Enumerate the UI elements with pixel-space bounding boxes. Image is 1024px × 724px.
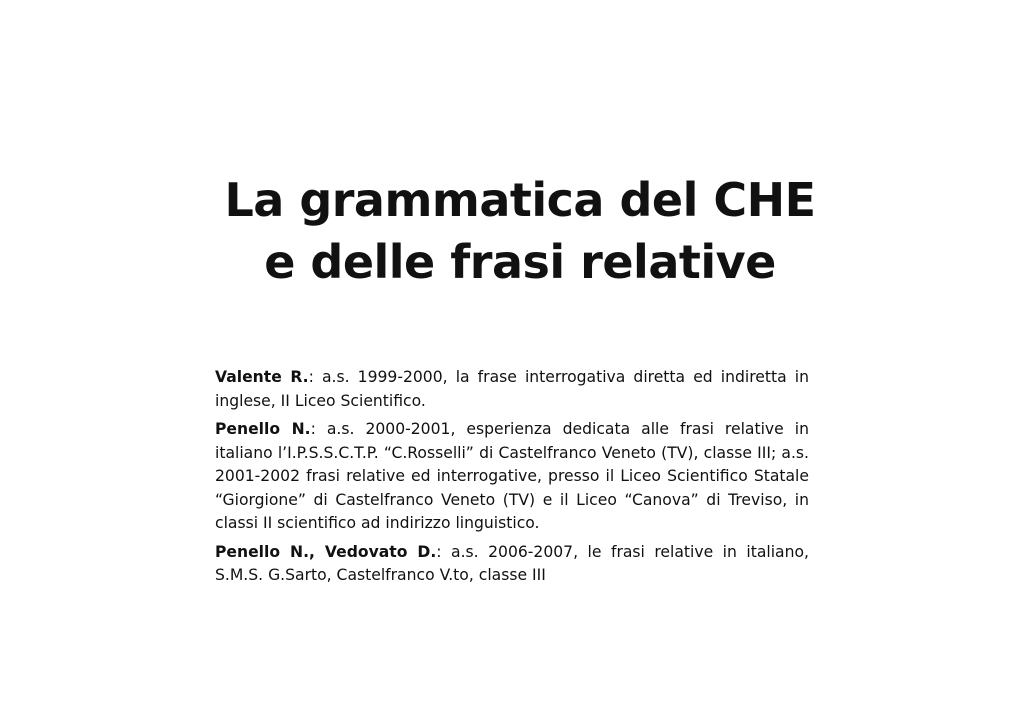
title-line-1: La grammatica del CHE	[224, 172, 816, 227]
reference-list	[215, 366, 809, 593]
reference-item	[215, 418, 809, 536]
reference-item	[215, 541, 809, 588]
reference-author: Penello N.	[215, 420, 311, 438]
slide-title	[150, 169, 890, 293]
reference-text: : a.s. 2000-2001, esperienza dedicata alle frasi relative in italiano l’I.P.S.S.C.T.P. “C.Rosselli” di Castelfranco Veneto (TV), classe III; a.s. 2001-2002 frasi relative ed interrogative, presso il Liceo Scientifico Statale “Giorgione” di Castelfranco Veneto (TV) e il Liceo “Canova” di Treviso, in classi II scientifico ad indirizzo linguistico.	[215, 420, 809, 532]
reference-author: Valente R.	[215, 368, 309, 386]
reference-author: Penello N., Vedovato D.	[215, 542, 437, 561]
reference-text: : a.s. 2006-2007, le frasi relative in italiano, S.M.S. G.Sarto, Castelfranco V.to, classe III	[215, 542, 809, 584]
reference-item	[215, 366, 809, 413]
title-line-2: e delle frasi relative	[264, 234, 776, 289]
reference-text: : a.s. 1999-2000, la frase interrogativa diretta ed indiretta in inglese, II Liceo Scientifico.	[215, 368, 809, 410]
